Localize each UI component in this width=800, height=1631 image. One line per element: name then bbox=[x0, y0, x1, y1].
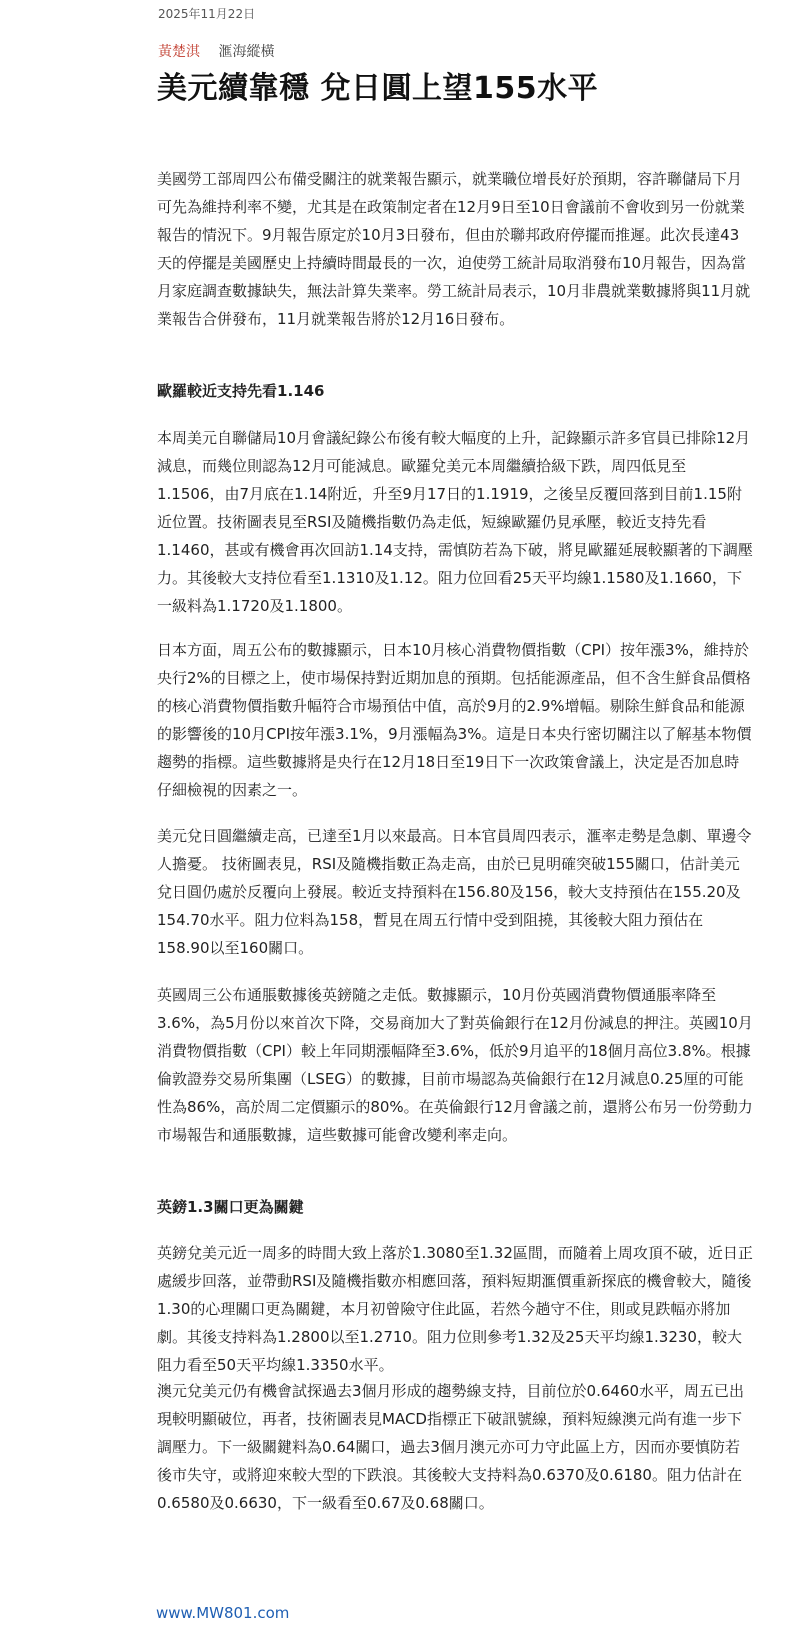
article-paragraph: 英鎊兌美元近一周多的時間大致上落於1.3080至1.32區間，而隨着上周攻頂不破，近日正處緩步回落，並帶動RSI及隨機指數亦相應回落，預料短期滙價重新探底的機會較大，隨後1.30的心理關口更為關鍵，本月初曾險守住此區，若然今趟守不住，則或見跌幅亦將加劇。其後支持料為1.2800以至1.2710。阻力位則參考1.32及25天平均線1.3230，較大阻力看至50天平均線1.3350水平。 bbox=[157, 1244, 753, 1374]
article-title: 美元續靠穩 兌日圓上望155水平 bbox=[157, 71, 599, 106]
article-paragraph: 英國周三公布通脹數據後英鎊隨之走低。數據顯示，10月份英國消費物價通脹率降至3.6%，為5月份以來首次下降，交易商加大了對英倫銀行在12月份減息的押注。英國10月消費物價指數（CPI）較上年同期漲幅降至3.6%，低於9月追平的18個月高位3.8%。根據倫敦證券交易所集團（LSEG）的數據，目前市場認為英倫銀行在12月減息0.25厘的可能性為86%，高於周二定價顯示的80%。在英倫銀行12月會議之前，還將公布另一份勞動力市場報告和通脹數據，這些數據可能會改變利率走向。 bbox=[157, 986, 753, 1144]
byline bbox=[158, 41, 274, 61]
article-paragraph: 美國勞工部周四公布備受關注的就業報告顯示，就業職位增長好於預期，容許聯儲局下月可先為維持利率不變，尤其是在政策制定者在12月9日至10日會議前不會收到另一份就業報告的情況下。9月報告原定於10月3日發布，但由於聯邦政府停擺而推遲。此次長達43天的停擺是美國歷史上持續時間最長的一次，迫使勞工統計局取消發布10月報告，因為當月家庭調查數據缺失，無法計算失業率。勞工統計局表示，10月非農就業數據將與11月就業報告合併發布，11月就業報告將於12月16日發布。 bbox=[157, 170, 751, 328]
article-paragraph: 美元兌日圓繼續走高，已達至1月以來最高。日本官員周四表示，滙率走勢是急劇、單邊令人擔憂。 技術圖表見，RSI及隨機指數正為走高，由於已見明確突破155關口，估計美元兌日圓仍處於反覆向上發展。較近支持預料在156.80及156，較大支持預估在155.20及154.70水平。阻力位料為158，暫見在周五行情中受到阻撓，其後較大阻力預估在158.90以至160關口。 bbox=[157, 827, 752, 957]
section-heading: 歐羅較近支持先看1.146 bbox=[157, 382, 325, 400]
website-link[interactable]: www.MW801.com bbox=[156, 1604, 290, 1622]
article-paragraph: 日本方面，周五公布的數據顯示，日本10月核心消費物價指數（CPI）按年漲3%，維持於央行2%的目標之上，使市場保持對近期加息的預期。包括能源產品，但不含生鮮食品價格的核心消費物價指數升幅符合市場預估中值，高於9月的2.9%增幅。剔除生鮮食品和能源的影響後的10月CPI按年漲3.1%，9月漲幅為3%。這是日本央行密切關注以了解基本物價趨勢的指標。這些數據將是央行在12月18日至19日下一次政策會議上，決定是否加息時仔細檢視的因素之一。 bbox=[157, 641, 752, 799]
article-paragraph: 澳元兌美元仍有機會試探過去3個月形成的趨勢線支持，目前位於0.6460水平，周五已出現較明顯破位，再者，技術圖表見MACD指標正下破訊號線，預料短線澳元尚有進一步下調壓力。下一級關鍵料為0.64關口，過去3個月澳元亦可力守此區上方，因而亦要慎防若後市失守，或將迎來較大型的下跌浪。其後較大支持料為0.6370及0.6180。阻力估計在0.6580及0.6630，下一級看至0.67及0.68關口。 bbox=[157, 1382, 745, 1512]
article-date: 2025年11月22日 bbox=[158, 7, 256, 21]
column-name: 滙海縱橫 bbox=[218, 44, 275, 60]
section-heading: 英鎊1.3關口更為關鍵 bbox=[157, 1198, 304, 1216]
article-paragraph: 本周美元自聯儲局10月會議紀錄公布後有較大幅度的上升，記錄顯示許多官員已排除12月減息，而幾位則認為12月可能減息。歐羅兌美元本周繼續拾級下跌，周四低見至1.1506，由7月底在1.14附近，升至9月17日的1.1919，之後呈反覆回落到目前1.15附近位置。技術圖表見至RSI及隨機指數仍為走低，短線歐羅仍見承壓，較近支持先看1.1460，甚或有機會再次回訪1.14支持，需慎防若為下破，將見歐羅延展較顯著的下調壓力。其後較大支持位看至1.1310及1.12。阻力位回看25天平均線1.1580及1.1660，下一級料為1.1720及1.1800。 bbox=[157, 429, 753, 615]
author-link[interactable]: 黃楚淇 bbox=[158, 44, 200, 60]
